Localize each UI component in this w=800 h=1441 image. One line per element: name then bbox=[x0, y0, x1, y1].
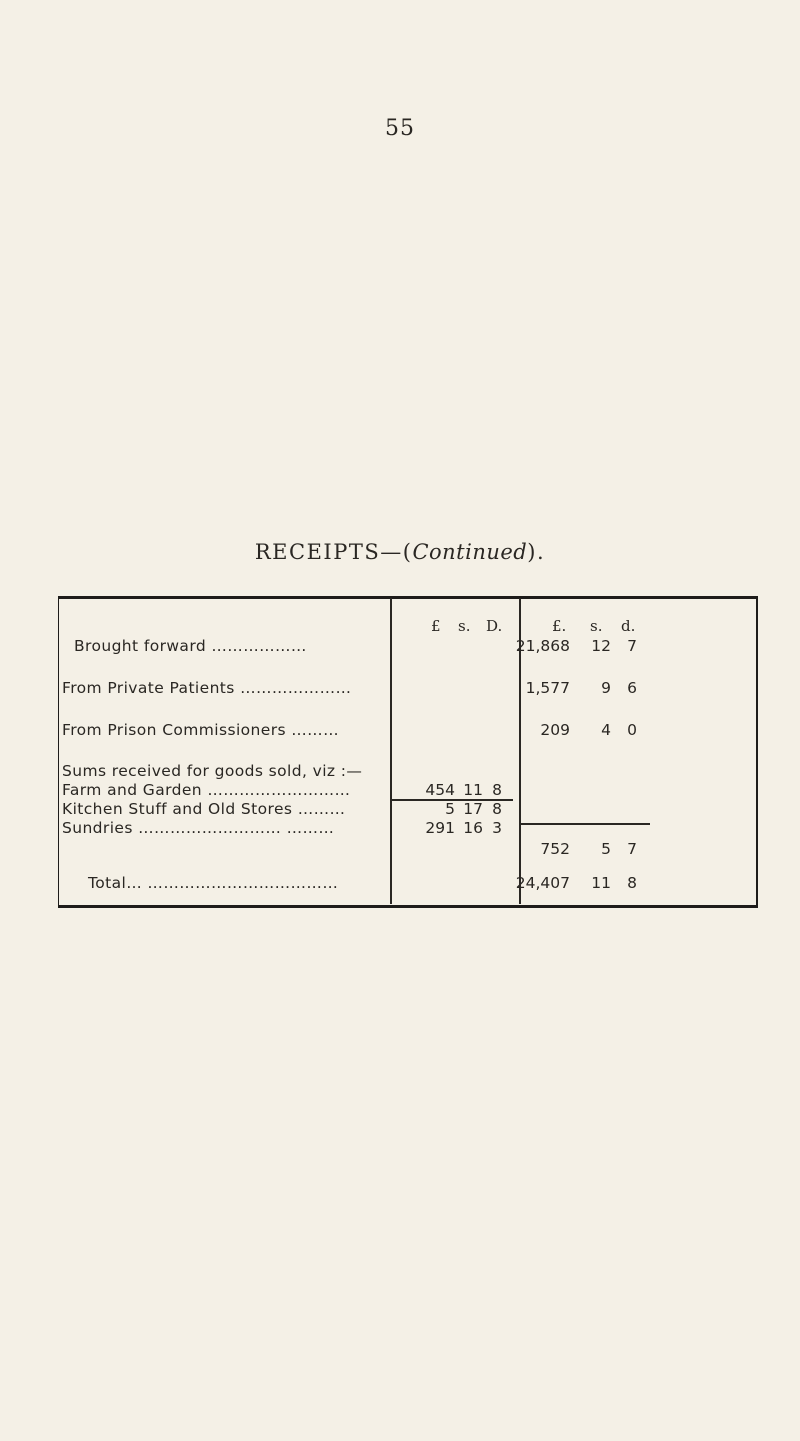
row-label: Sundries ……………………… ……… bbox=[62, 819, 335, 837]
header-inner-shillings: s. bbox=[458, 617, 471, 635]
amount-shillings: 4 bbox=[601, 721, 611, 739]
row-label: Brought forward ……………… bbox=[74, 637, 307, 655]
header-inner-pence: D. bbox=[486, 617, 503, 635]
page-title bbox=[0, 540, 800, 564]
amount-shillings: 5 bbox=[601, 840, 611, 858]
total-pence: 8 bbox=[627, 874, 637, 892]
amount-pence: 3 bbox=[492, 819, 502, 837]
title-end: ). bbox=[527, 540, 546, 564]
row-label: From Prison Commissioners ……… bbox=[62, 721, 339, 739]
amount-pounds: 1,577 bbox=[525, 679, 570, 697]
header-outer-shillings: s. bbox=[590, 617, 603, 635]
amount-pence: 8 bbox=[492, 800, 502, 818]
amount-pounds: 291 bbox=[425, 819, 455, 837]
total-rule bbox=[519, 823, 650, 825]
amount-shillings: 11 bbox=[463, 781, 483, 799]
amount-pence: 0 bbox=[627, 721, 637, 739]
row-label: From Private Patients ………………… bbox=[62, 679, 352, 697]
total-label: Total… ……………………………… bbox=[88, 874, 339, 892]
amount-shillings: 16 bbox=[463, 819, 483, 837]
header-inner-pounds: £ bbox=[431, 617, 441, 635]
row-label: Farm and Garden ……………………… bbox=[62, 781, 351, 799]
title-main: RECEIPTS—( bbox=[254, 540, 413, 564]
page-number: 55 bbox=[385, 116, 415, 141]
row-label: Sums received for goods sold, viz :— bbox=[62, 762, 363, 780]
header-outer-pence: d. bbox=[621, 617, 636, 635]
amount-pence: 7 bbox=[627, 840, 637, 858]
header-outer-pounds: £. bbox=[552, 617, 567, 635]
total-pounds: 24,407 bbox=[515, 874, 570, 892]
amount-pounds: 21,868 bbox=[515, 637, 570, 655]
amount-shillings: 17 bbox=[463, 800, 483, 818]
amount-pounds: 5 bbox=[445, 800, 455, 818]
amount-shillings: 9 bbox=[601, 679, 611, 697]
amount-pounds: 209 bbox=[540, 721, 570, 739]
column-divider-inner bbox=[390, 598, 392, 904]
amount-pence: 7 bbox=[627, 637, 637, 655]
amount-pence: 8 bbox=[492, 781, 502, 799]
title-continued: Continued bbox=[412, 540, 528, 564]
amount-shillings: 12 bbox=[591, 637, 611, 655]
total-shillings: 11 bbox=[591, 874, 611, 892]
amount-pounds: 752 bbox=[540, 840, 570, 858]
amount-pounds: 454 bbox=[425, 781, 455, 799]
row-label: Kitchen Stuff and Old Stores ……… bbox=[62, 800, 346, 818]
amount-pence: 6 bbox=[627, 679, 637, 697]
